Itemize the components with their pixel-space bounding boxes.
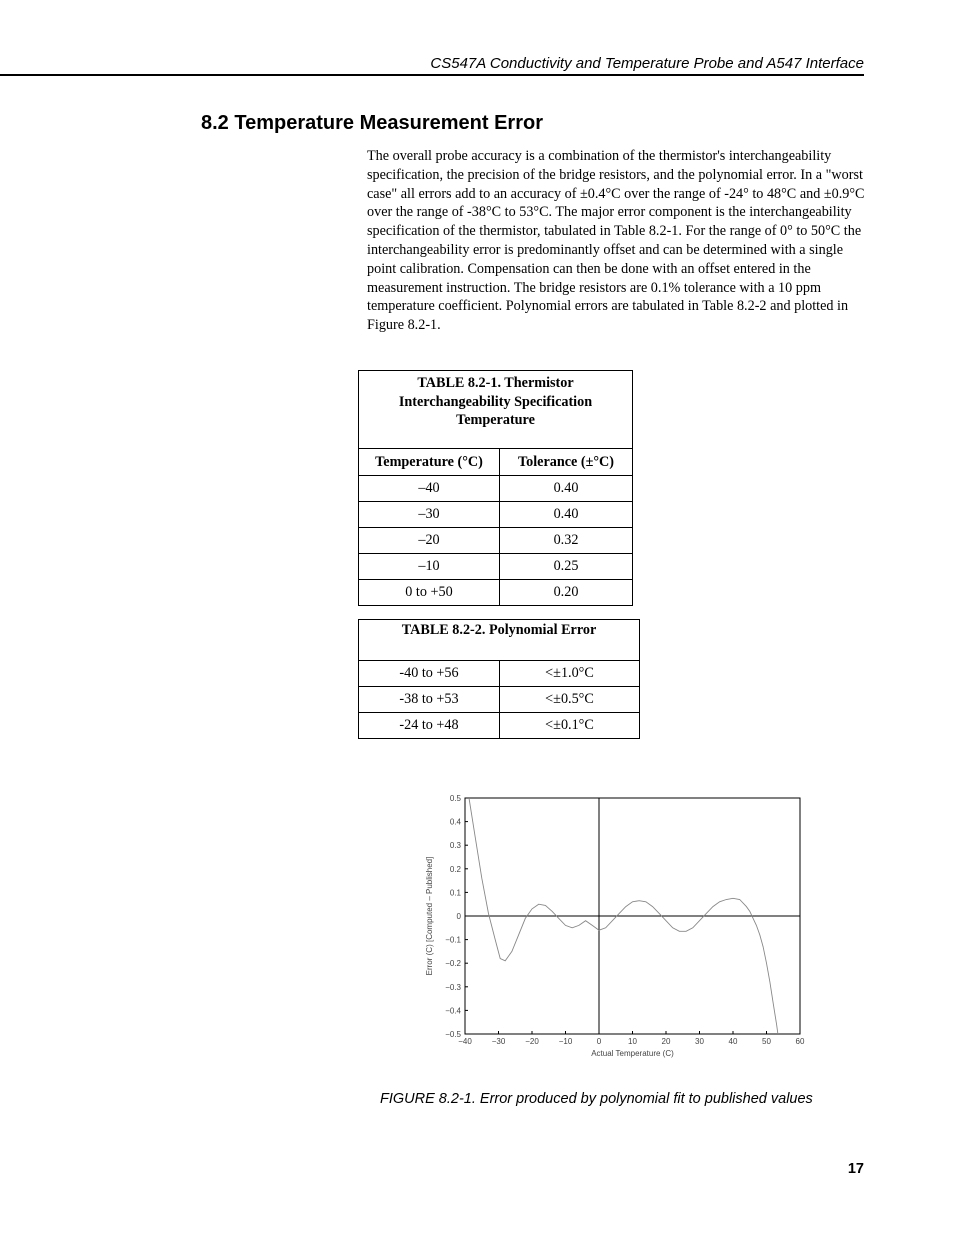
x-tick-labels xyxy=(458,1031,805,1046)
y-tick-label: −0.2 xyxy=(445,959,461,969)
y-tick-label: 0.2 xyxy=(449,864,461,874)
y-tick-label: 0.5 xyxy=(449,794,461,803)
y-tick-label: −0.3 xyxy=(445,982,461,992)
x-tick-label: −40 xyxy=(458,1037,472,1046)
x-tick-label: 60 xyxy=(795,1037,805,1046)
table1-caption-line2: Interchangeability Specification xyxy=(398,393,593,410)
table1-header-row xyxy=(359,449,633,476)
running-header: CS547A Conductivity and Temperature Probe and A547 Interface xyxy=(430,55,864,72)
table-cell: <±0.1°C xyxy=(500,713,640,739)
table-row xyxy=(359,502,633,528)
table-row xyxy=(359,687,640,713)
table-cell: 0.32 xyxy=(500,528,633,554)
table-cell: 0 to +50 xyxy=(359,580,500,606)
table1-col-header: Temperature (°C) xyxy=(359,449,500,476)
y-tick-label: 0.4 xyxy=(449,817,461,827)
table1-caption-line1: TABLE 8.2-1. Thermistor xyxy=(417,375,574,391)
table-cell: –30 xyxy=(359,502,500,528)
header-rule xyxy=(0,74,864,76)
table-cell: -40 to +56 xyxy=(359,661,500,687)
table-row xyxy=(359,476,633,502)
table1-col-header: Tolerance (±°C) xyxy=(500,449,633,476)
table-cell: –20 xyxy=(359,528,500,554)
x-tick-label: 40 xyxy=(728,1037,738,1046)
table-row xyxy=(359,580,633,606)
table-cell: -38 to +53 xyxy=(359,687,500,713)
table-cell: <±1.0°C xyxy=(500,661,640,687)
table-row xyxy=(359,554,633,580)
x-tick-label: −20 xyxy=(525,1037,539,1046)
table-cell: 0.25 xyxy=(500,554,633,580)
x-axis-label: Actual Temperature (C) xyxy=(591,1049,674,1058)
table-cell: –10 xyxy=(359,554,500,580)
x-tick-label: 30 xyxy=(695,1037,704,1046)
table-cell: 0.40 xyxy=(500,476,633,502)
x-tick-label: −30 xyxy=(491,1037,506,1046)
table1-caption-line3: Temperature xyxy=(456,412,535,428)
x-tick-label: 50 xyxy=(762,1037,771,1046)
figure-caption: FIGURE 8.2-1. Error produced by polynomial fit to published values xyxy=(380,1091,813,1107)
polynomial-error-table xyxy=(358,619,640,739)
table-cell: 0.40 xyxy=(500,502,633,528)
page-number: 17 xyxy=(847,1161,864,1177)
y-tick-label: 0 xyxy=(456,912,461,921)
thermistor-table xyxy=(358,370,633,606)
table2-caption: TABLE 8.2-2. Polynomial Error xyxy=(359,620,640,661)
table-row xyxy=(359,661,640,687)
body-paragraph: The overall probe accuracy is a combination of the thermistor's interchangeability specification, the precision of the bridge resistors, and the polynomial error. In a "worst case" all errors add to an accuracy of ±0.4°C over the range of -24° to 48°C and ±0.9°C over the range of -38°C to 53°C. The major error component is the interchangeability specification of the thermistor, tabulated in Table 8.2-1. For the range of 0° to 50°C the interchangeability error is predominantly offset and can be determined with a single point calibration. Compensation can then be done with an offset entered in the measurement instruction. The bridge resistors are 0.1% tolerance with a 10 ppm temperature coefficient. Polynomial errors are tabulated in Table 8.2-2 and plotted in Figure 8.2-1. xyxy=(367,148,865,334)
y-tick-label: −0.5 xyxy=(445,1030,461,1039)
table-row xyxy=(359,528,633,554)
y-tick-label: −0.4 xyxy=(445,1006,461,1016)
table-cell: –40 xyxy=(359,476,500,502)
x-tick-label: −10 xyxy=(558,1037,573,1046)
table-row xyxy=(359,713,640,739)
x-tick-label: 20 xyxy=(661,1037,671,1046)
x-tick-label: 10 xyxy=(628,1037,637,1046)
table-cell: 0.20 xyxy=(500,580,633,606)
y-tick-label: 0.1 xyxy=(449,888,461,898)
polynomial-error-chart xyxy=(415,790,815,1070)
x-tick-label: 0 xyxy=(596,1037,602,1046)
y-tick-label: 0.3 xyxy=(449,841,461,851)
section-heading: 8.2 Temperature Measurement Error xyxy=(201,112,543,134)
y-axis-label: Error (C) [Computed – Published] xyxy=(425,856,434,976)
y-tick-label: −0.1 xyxy=(445,935,461,945)
table-cell: -24 to +48 xyxy=(359,713,500,739)
table1-caption xyxy=(359,371,633,449)
table-cell: <±0.5°C xyxy=(500,687,640,713)
